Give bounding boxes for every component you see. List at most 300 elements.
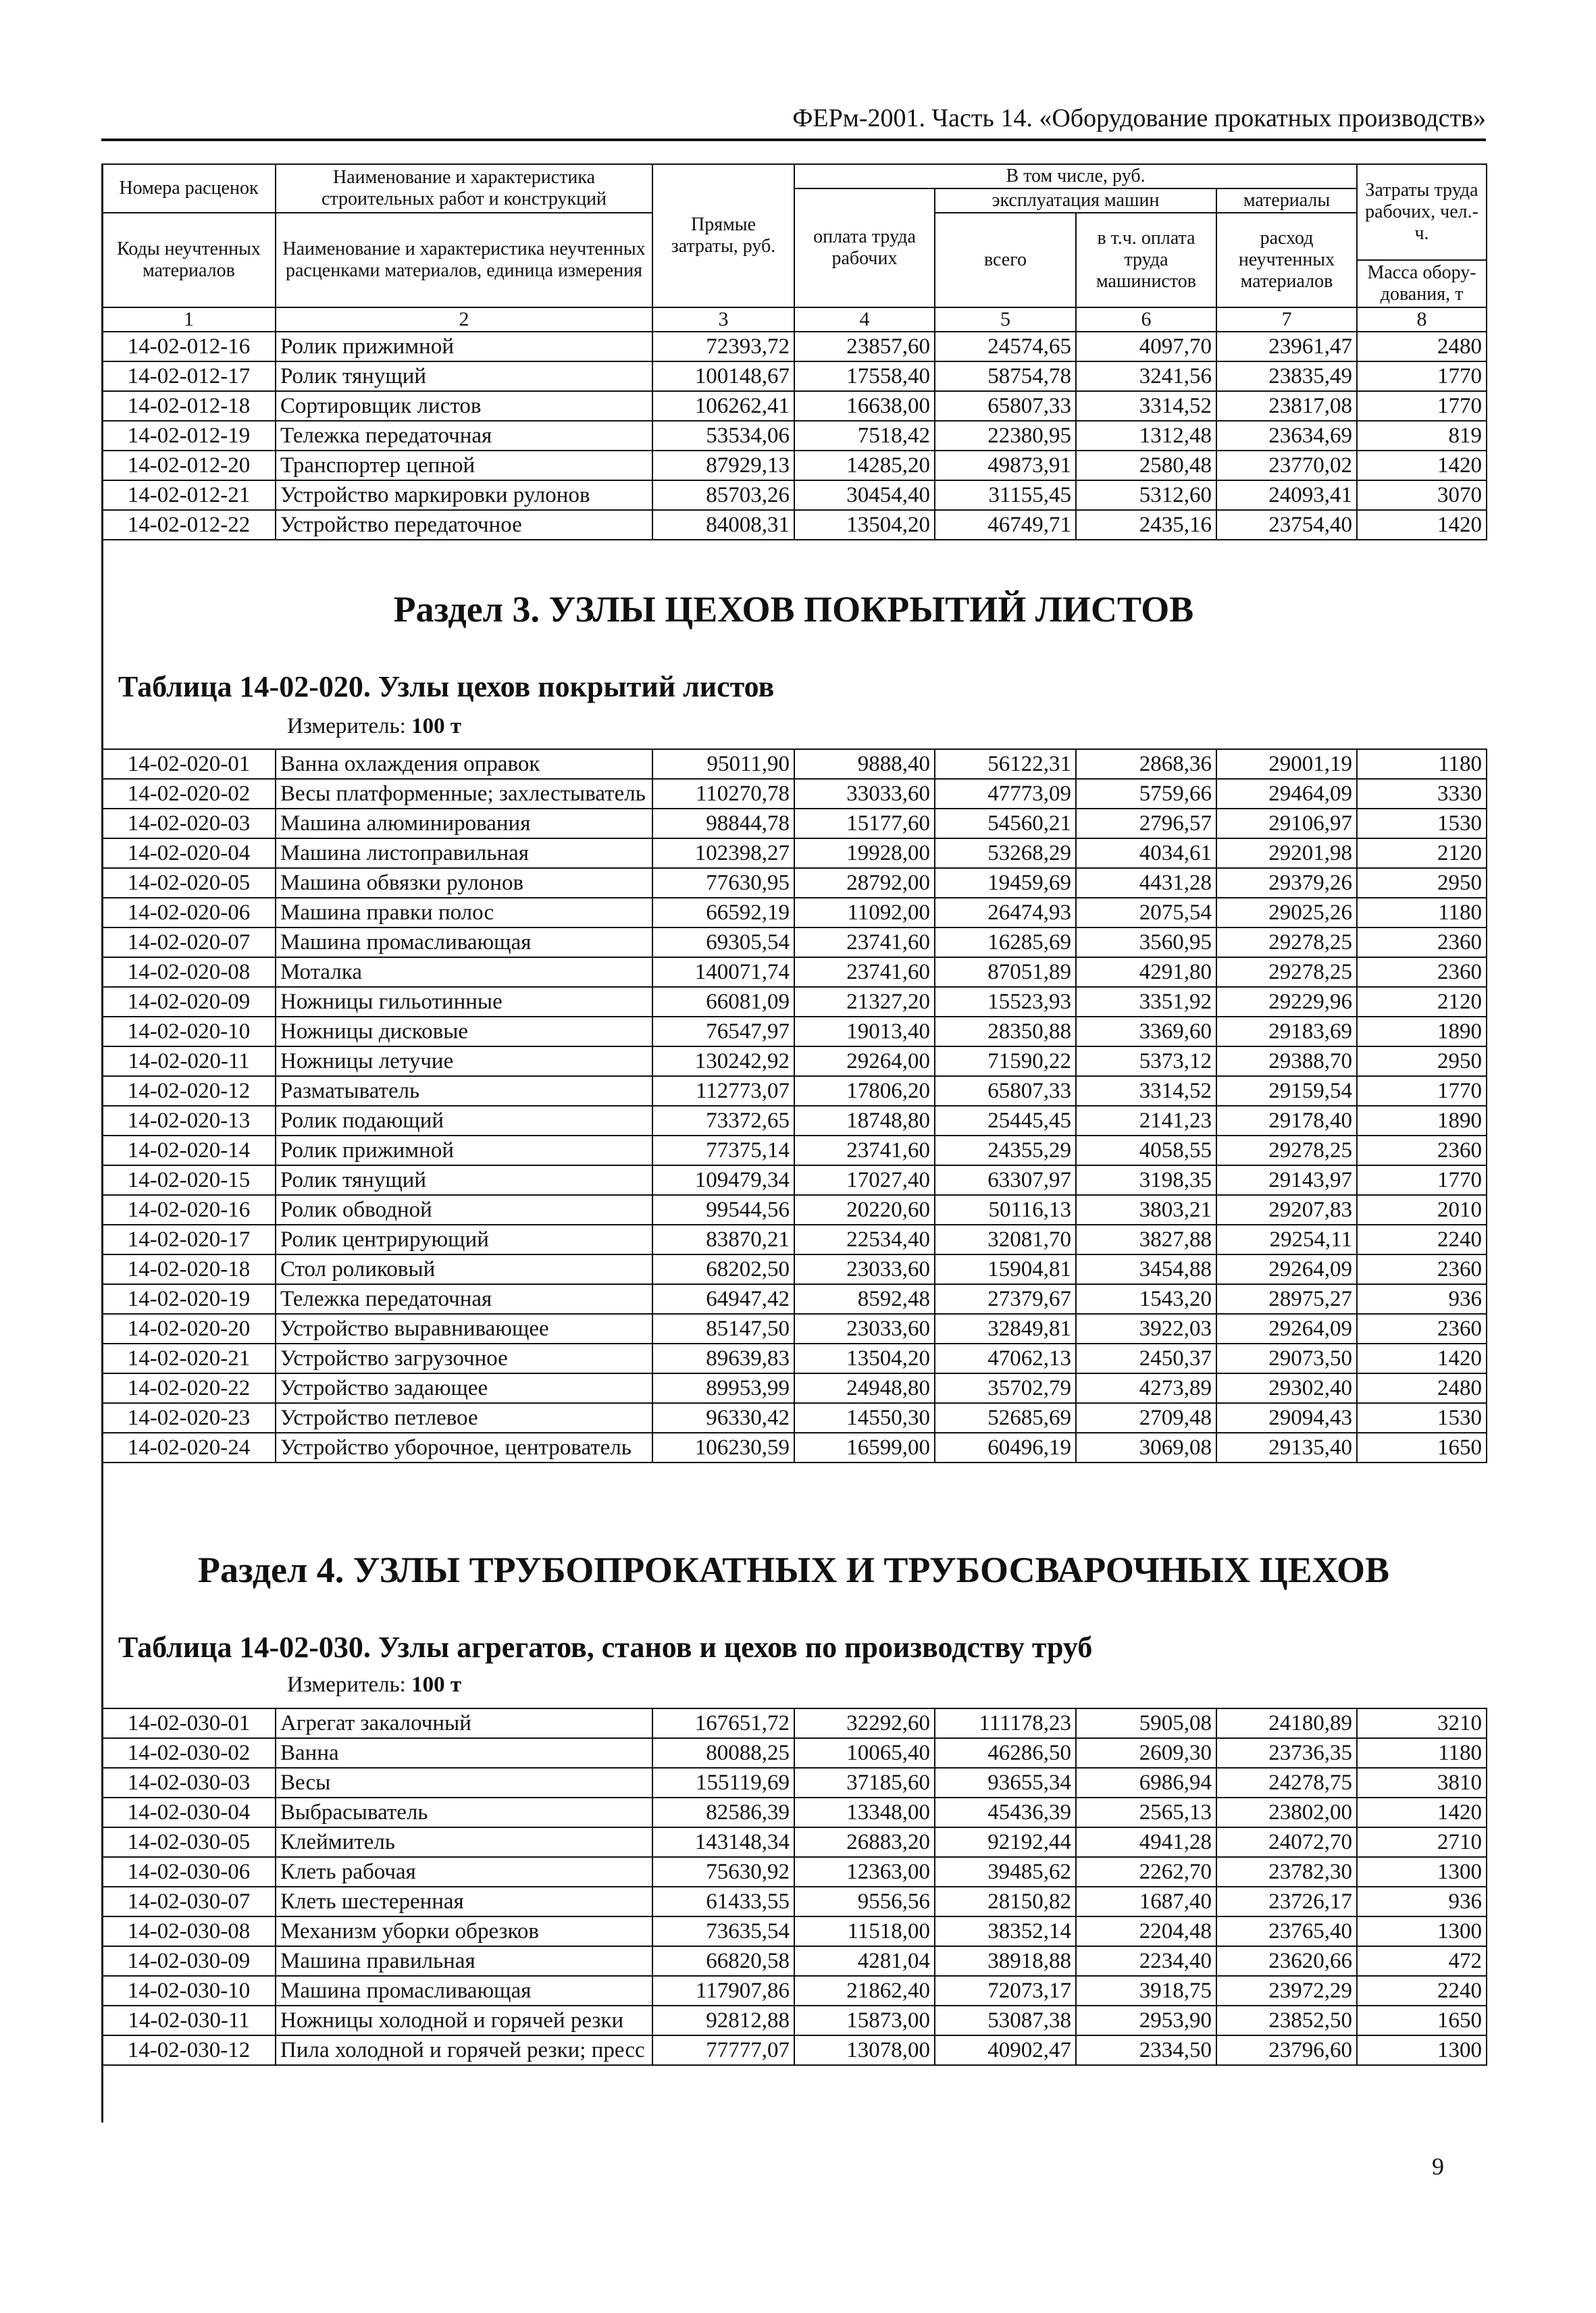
labor-cost: 3330	[1357, 779, 1487, 809]
machines-total: 46749,71	[935, 510, 1076, 540]
machinist-pay: 5312,60	[1076, 480, 1216, 510]
direct-cost: 102398,27	[652, 838, 794, 868]
labor-pay: 23033,60	[794, 1254, 935, 1284]
machinist-pay: 3314,52	[1076, 1076, 1216, 1106]
table-row	[102, 1708, 1487, 1738]
col-number: 2	[276, 307, 652, 332]
work-name: Ролик центрирующий	[276, 1225, 652, 1254]
machinist-pay: 2234,40	[1076, 1946, 1216, 1976]
direct-cost: 117907,86	[652, 1976, 794, 2006]
machines-total: 65807,33	[935, 1076, 1076, 1106]
labor-cost: 819	[1357, 421, 1487, 451]
direct-cost: 77630,95	[652, 868, 794, 898]
col-header-machines-total: всего	[935, 213, 1076, 307]
direct-cost: 68202,50	[652, 1254, 794, 1284]
work-name: Ванна	[276, 1738, 652, 1768]
direct-cost: 84008,31	[652, 510, 794, 540]
work-name: Весы	[276, 1768, 652, 1798]
table-row	[102, 510, 1487, 540]
table-row	[102, 1857, 1487, 1887]
labor-cost: 1770	[1357, 1076, 1487, 1106]
direct-cost: 112773,07	[652, 1076, 794, 1106]
col-header-labor-pay: оплата труда рабочих	[794, 188, 935, 307]
table-row	[102, 1106, 1487, 1136]
materials-cost: 24072,70	[1216, 1827, 1357, 1857]
machines-total: 38918,88	[935, 1946, 1076, 1976]
labor-cost: 2710	[1357, 1827, 1487, 1857]
labor-cost: 1530	[1357, 1403, 1487, 1433]
work-name: Агрегат закалочный	[276, 1708, 652, 1738]
labor-cost: 2240	[1357, 1225, 1487, 1254]
direct-cost: 106230,59	[652, 1433, 794, 1463]
header-rule	[101, 138, 1486, 141]
direct-cost: 155119,69	[652, 1768, 794, 1798]
machines-total: 53268,29	[935, 838, 1076, 868]
col-number: 7	[1216, 307, 1357, 332]
direct-cost: 167651,72	[652, 1708, 794, 1738]
rate-code: 14-02-020-05	[102, 868, 276, 898]
machinist-pay: 5759,66	[1076, 779, 1216, 809]
labor-pay: 16599,00	[794, 1433, 935, 1463]
rate-code: 14-02-030-08	[102, 1916, 276, 1946]
machines-total: 24355,29	[935, 1136, 1076, 1165]
table-row	[102, 957, 1487, 987]
rate-code: 14-02-030-12	[102, 2035, 276, 2065]
rate-code: 14-02-020-07	[102, 927, 276, 957]
machinist-pay: 2609,30	[1076, 1738, 1216, 1768]
machines-total: 19459,69	[935, 868, 1076, 898]
work-name: Устройство загрузочное	[276, 1344, 652, 1373]
col-header-direct: Прямые затраты, руб.	[652, 164, 794, 307]
direct-cost: 66820,58	[652, 1946, 794, 1976]
direct-cost: 98844,78	[652, 809, 794, 838]
rate-code: 14-02-020-11	[102, 1046, 276, 1076]
rate-code: 14-02-020-17	[102, 1225, 276, 1254]
table-14-02-030-title: Таблица 14-02-030. Узлы агрегатов, станов и цехов по производству труб	[118, 1631, 1093, 1664]
direct-cost: 75630,92	[652, 1857, 794, 1887]
col-number: 3	[652, 307, 794, 332]
machines-total: 28350,88	[935, 1017, 1076, 1046]
direct-cost: 82586,39	[652, 1798, 794, 1827]
direct-cost: 66592,19	[652, 898, 794, 927]
table-row	[102, 1798, 1487, 1827]
labor-pay: 21327,20	[794, 987, 935, 1017]
col-number: 6	[1076, 307, 1216, 332]
work-name: Тележка передаточная	[276, 421, 652, 451]
machinist-pay: 3918,75	[1076, 1976, 1216, 2006]
direct-cost: 85147,50	[652, 1314, 794, 1344]
rate-code: 14-02-020-18	[102, 1254, 276, 1284]
direct-cost: 140071,74	[652, 957, 794, 987]
machinist-pay: 4034,61	[1076, 838, 1216, 868]
work-name: Ролик подающий	[276, 1106, 652, 1136]
labor-pay: 11518,00	[794, 1916, 935, 1946]
machines-total: 65807,33	[935, 391, 1076, 421]
machinist-pay: 5373,12	[1076, 1046, 1216, 1076]
col-header-name-bottom: Наименование и характеристика неучтенных расценками материалов, единица измерения	[276, 213, 652, 307]
labor-pay: 16638,00	[794, 391, 935, 421]
materials-cost: 23852,50	[1216, 2006, 1357, 2035]
rate-code: 14-02-020-14	[102, 1136, 276, 1165]
rate-code: 14-02-020-22	[102, 1373, 276, 1403]
machinist-pay: 2262,70	[1076, 1857, 1216, 1887]
labor-cost: 1650	[1357, 2006, 1487, 2035]
table-row	[102, 391, 1487, 421]
materials-cost: 23817,08	[1216, 391, 1357, 421]
table-row	[102, 1314, 1487, 1344]
labor-pay: 19928,00	[794, 838, 935, 868]
section-4-title: Раздел 4. УЗЛЫ ТРУБОПРОКАТНЫХ И ТРУБОСВАРОЧНЫХ ЦЕХОВ	[197, 1550, 1390, 1590]
direct-cost: 110270,78	[652, 779, 794, 809]
work-name: Ролик обводной	[276, 1195, 652, 1225]
materials-cost: 29159,54	[1216, 1076, 1357, 1106]
rate-code: 14-02-020-03	[102, 809, 276, 838]
labor-cost: 1530	[1357, 809, 1487, 838]
labor-pay: 23741,60	[794, 927, 935, 957]
labor-cost: 2120	[1357, 838, 1487, 868]
labor-cost: 2480	[1357, 332, 1487, 361]
work-name: Машина алюминирования	[276, 809, 652, 838]
direct-cost: 73372,65	[652, 1106, 794, 1136]
machinist-pay: 1312,48	[1076, 421, 1216, 451]
meter-section-3	[287, 713, 461, 740]
machinist-pay: 4097,70	[1076, 332, 1216, 361]
machinist-pay: 2709,48	[1076, 1403, 1216, 1433]
materials-cost: 29388,70	[1216, 1046, 1357, 1076]
labor-cost: 1180	[1357, 749, 1487, 779]
rate-code: 14-02-030-09	[102, 1946, 276, 1976]
section-3-title: Раздел 3. УЗЛЫ ЦЕХОВ ПОКРЫТИЙ ЛИСТОВ	[393, 589, 1194, 630]
machines-total: 31155,45	[935, 480, 1076, 510]
direct-cost: 99544,56	[652, 1195, 794, 1225]
table-row	[102, 749, 1487, 779]
work-name: Ножницы холодной и горячей резки	[276, 2006, 652, 2035]
labor-cost: 1890	[1357, 1017, 1487, 1046]
machines-total: 16285,69	[935, 927, 1076, 957]
rate-code: 14-02-030-10	[102, 1976, 276, 2006]
materials-cost: 23736,35	[1216, 1738, 1357, 1768]
materials-cost: 24093,41	[1216, 480, 1357, 510]
machinist-pay: 4941,28	[1076, 1827, 1216, 1857]
machinist-pay: 4273,89	[1076, 1373, 1216, 1403]
materials-cost: 29106,97	[1216, 809, 1357, 838]
materials-cost: 29278,25	[1216, 957, 1357, 987]
machinist-pay: 3560,95	[1076, 927, 1216, 957]
direct-cost: 92812,88	[652, 2006, 794, 2035]
direct-cost: 66081,09	[652, 987, 794, 1017]
work-name: Выбрасыватель	[276, 1798, 652, 1827]
table-row	[102, 1403, 1487, 1433]
labor-pay: 11092,00	[794, 898, 935, 927]
table-row	[102, 987, 1487, 1017]
direct-cost: 96330,42	[652, 1403, 794, 1433]
labor-cost: 936	[1357, 1887, 1487, 1916]
labor-cost: 1300	[1357, 1857, 1487, 1887]
rate-code: 14-02-012-21	[102, 480, 276, 510]
machinist-pay: 3241,56	[1076, 361, 1216, 391]
labor-cost: 3210	[1357, 1708, 1487, 1738]
table-row	[102, 779, 1487, 809]
machinist-pay: 3803,21	[1076, 1195, 1216, 1225]
table-14-02-020-title: Таблица 14-02-020. Узлы цехов покрытий листов	[118, 670, 775, 703]
labor-cost: 1420	[1357, 451, 1487, 480]
labor-pay: 8592,48	[794, 1284, 935, 1314]
labor-cost: 1890	[1357, 1106, 1487, 1136]
labor-cost: 936	[1357, 1284, 1487, 1314]
labor-pay: 10065,40	[794, 1738, 935, 1768]
rate-code: 14-02-012-16	[102, 332, 276, 361]
rate-code: 14-02-020-23	[102, 1403, 276, 1433]
meter-section-4	[287, 1671, 461, 1698]
labor-cost: 1180	[1357, 1738, 1487, 1768]
work-name: Устройство передаточное	[276, 510, 652, 540]
rate-code: 14-02-020-16	[102, 1195, 276, 1225]
work-name: Ножницы летучие	[276, 1046, 652, 1076]
labor-cost: 3070	[1357, 480, 1487, 510]
rate-code: 14-02-020-20	[102, 1314, 276, 1344]
machinist-pay: 2580,48	[1076, 451, 1216, 480]
machines-total: 47773,09	[935, 779, 1076, 809]
machinist-pay: 2796,57	[1076, 809, 1216, 838]
direct-cost: 89639,83	[652, 1344, 794, 1373]
machinist-pay: 2953,90	[1076, 2006, 1216, 2035]
table-row	[102, 2006, 1487, 2035]
col-number: 5	[935, 307, 1076, 332]
work-name: Весы платформенные; захлестыватель	[276, 779, 652, 809]
labor-pay: 21862,40	[794, 1976, 935, 2006]
materials-cost: 23961,47	[1216, 332, 1357, 361]
direct-cost: 100148,67	[652, 361, 794, 391]
direct-cost: 89953,99	[652, 1373, 794, 1403]
labor-pay: 20220,60	[794, 1195, 935, 1225]
rate-code: 14-02-030-11	[102, 2006, 276, 2035]
direct-cost: 77777,07	[652, 2035, 794, 2065]
work-name: Механизм уборки обрезков	[276, 1916, 652, 1946]
table-row	[102, 868, 1487, 898]
labor-pay: 32292,60	[794, 1708, 935, 1738]
work-name: Пила холодной и горячей резки; пресс	[276, 2035, 652, 2065]
machinist-pay: 2075,54	[1076, 898, 1216, 927]
materials-cost: 23765,40	[1216, 1916, 1357, 1946]
rate-code: 14-02-030-04	[102, 1798, 276, 1827]
machines-total: 22380,95	[935, 421, 1076, 451]
table-row	[102, 1916, 1487, 1946]
direct-cost: 143148,34	[652, 1827, 794, 1857]
machinist-pay: 4431,28	[1076, 868, 1216, 898]
work-name: Моталка	[276, 957, 652, 987]
machines-total: 15523,93	[935, 987, 1076, 1017]
machines-total: 87051,89	[935, 957, 1076, 987]
materials-cost: 29001,19	[1216, 749, 1357, 779]
work-name: Устройство маркировки рулонов	[276, 480, 652, 510]
work-name: Машина правки полос	[276, 898, 652, 927]
work-name: Устройство петлевое	[276, 1403, 652, 1433]
materials-cost: 29464,09	[1216, 779, 1357, 809]
labor-cost: 2360	[1357, 1136, 1487, 1165]
work-name: Клеть рабочая	[276, 1857, 652, 1887]
rate-code: 14-02-012-17	[102, 361, 276, 391]
labor-cost: 3810	[1357, 1768, 1487, 1798]
labor-pay: 13078,00	[794, 2035, 935, 2065]
table-row	[102, 1017, 1487, 1046]
rate-code: 14-02-020-21	[102, 1344, 276, 1373]
rate-code: 14-02-012-20	[102, 451, 276, 480]
work-name: Клеймитель	[276, 1827, 652, 1857]
work-name: Тележка передаточная	[276, 1284, 652, 1314]
machines-total: 71590,22	[935, 1046, 1076, 1076]
machines-total: 53087,38	[935, 2006, 1076, 2035]
machinist-pay: 6986,94	[1076, 1768, 1216, 1798]
labor-cost: 2240	[1357, 1976, 1487, 2006]
labor-pay: 23741,60	[794, 957, 935, 987]
labor-cost: 2950	[1357, 868, 1487, 898]
materials-cost: 29073,50	[1216, 1344, 1357, 1373]
table-row	[102, 1225, 1487, 1254]
running-header: ФЕРм-2001. Часть 14. «Оборудование прокатных производств»	[792, 104, 1486, 132]
rate-code: 14-02-030-02	[102, 1738, 276, 1768]
machinist-pay: 2868,36	[1076, 749, 1216, 779]
work-name: Ролик тянущий	[276, 1165, 652, 1195]
machines-total: 25445,45	[935, 1106, 1076, 1136]
table-row	[102, 809, 1487, 838]
labor-pay: 15177,60	[794, 809, 935, 838]
labor-pay: 30454,40	[794, 480, 935, 510]
materials-cost: 29025,26	[1216, 898, 1357, 927]
direct-cost: 53534,06	[652, 421, 794, 451]
work-name: Разматыватель	[276, 1076, 652, 1106]
work-name: Машина обвязки рулонов	[276, 868, 652, 898]
machines-total: 50116,13	[935, 1195, 1076, 1225]
labor-pay: 13504,20	[794, 1344, 935, 1373]
labor-cost: 2010	[1357, 1195, 1487, 1225]
machines-total: 49873,91	[935, 451, 1076, 480]
materials-cost: 29143,97	[1216, 1165, 1357, 1195]
materials-cost: 23782,30	[1216, 1857, 1357, 1887]
table-14-02-012	[101, 163, 1487, 540]
work-name: Устройство уборочное, центрователь	[276, 1433, 652, 1463]
direct-cost: 80088,25	[652, 1738, 794, 1768]
labor-pay: 19013,40	[794, 1017, 935, 1046]
labor-pay: 9888,40	[794, 749, 935, 779]
rate-code: 14-02-020-13	[102, 1106, 276, 1136]
col-header-materials: материалы	[1216, 188, 1357, 213]
table-row	[102, 2035, 1487, 2065]
col-header-incl: В том числе, руб.	[794, 164, 1357, 188]
work-name: Устройство выравнивающее	[276, 1314, 652, 1344]
direct-cost: 85703,26	[652, 480, 794, 510]
machinist-pay: 3922,03	[1076, 1314, 1216, 1344]
direct-cost: 76547,97	[652, 1017, 794, 1046]
rate-code: 14-02-020-01	[102, 749, 276, 779]
labor-cost: 2360	[1357, 1254, 1487, 1284]
direct-cost: 83870,21	[652, 1225, 794, 1254]
machines-total: 32849,81	[935, 1314, 1076, 1344]
table-14-02-030	[101, 1708, 1487, 2066]
table-row	[102, 1344, 1487, 1373]
work-name: Ванна охлаждения оправок	[276, 749, 652, 779]
materials-cost: 23620,66	[1216, 1946, 1357, 1976]
labor-cost: 1770	[1357, 391, 1487, 421]
materials-cost: 29264,09	[1216, 1314, 1357, 1344]
materials-cost: 28975,27	[1216, 1284, 1357, 1314]
machinist-pay: 5905,08	[1076, 1708, 1216, 1738]
labor-pay: 18748,80	[794, 1106, 935, 1136]
direct-cost: 130242,92	[652, 1046, 794, 1076]
labor-pay: 23857,60	[794, 332, 935, 361]
machines-total: 46286,50	[935, 1738, 1076, 1768]
labor-pay: 29264,00	[794, 1046, 935, 1076]
labor-pay: 17558,40	[794, 361, 935, 391]
col-number: 8	[1357, 307, 1487, 332]
materials-cost: 23634,69	[1216, 421, 1357, 451]
machines-total: 111178,23	[935, 1708, 1076, 1738]
direct-cost: 77375,14	[652, 1136, 794, 1165]
meter-label: Измеритель:	[287, 714, 406, 738]
work-name: Ножницы дисковые	[276, 1017, 652, 1046]
table-row	[102, 1254, 1487, 1284]
col-number: 1	[102, 307, 276, 332]
machinist-pay: 2450,37	[1076, 1344, 1216, 1373]
labor-cost: 472	[1357, 1946, 1487, 1976]
labor-cost: 1770	[1357, 361, 1487, 391]
materials-cost: 29207,83	[1216, 1195, 1357, 1225]
labor-cost: 1420	[1357, 1344, 1487, 1373]
rate-code: 14-02-030-07	[102, 1887, 276, 1916]
machines-total: 15904,81	[935, 1254, 1076, 1284]
labor-pay: 33033,60	[794, 779, 935, 809]
machines-total: 63307,97	[935, 1165, 1076, 1195]
work-name: Устройство задающее	[276, 1373, 652, 1403]
labor-cost: 2950	[1357, 1046, 1487, 1076]
table-row	[102, 1827, 1487, 1857]
table-row	[102, 1768, 1487, 1798]
rate-code: 14-02-020-09	[102, 987, 276, 1017]
col-number: 4	[794, 307, 935, 332]
work-name: Транспортер цепной	[276, 451, 652, 480]
table-row	[102, 1738, 1487, 1768]
machines-total: 54560,21	[935, 809, 1076, 838]
materials-cost: 29254,11	[1216, 1225, 1357, 1254]
labor-cost: 2360	[1357, 957, 1487, 987]
work-name: Машина листоправильная	[276, 838, 652, 868]
labor-pay: 12363,00	[794, 1857, 935, 1887]
labor-cost: 1180	[1357, 898, 1487, 927]
direct-cost: 72393,72	[652, 332, 794, 361]
machines-total: 92192,44	[935, 1827, 1076, 1857]
table-row	[102, 1136, 1487, 1165]
machines-total: 32081,70	[935, 1225, 1076, 1254]
direct-cost: 106262,41	[652, 391, 794, 421]
materials-cost: 23972,29	[1216, 1976, 1357, 2006]
table-row	[102, 361, 1487, 391]
col-header-machines: эксплуатация машин	[935, 188, 1216, 213]
labor-pay: 23741,60	[794, 1136, 935, 1165]
labor-pay: 4281,04	[794, 1946, 935, 1976]
work-name: Машина промасливающая	[276, 927, 652, 957]
labor-cost: 1770	[1357, 1165, 1487, 1195]
table-row	[102, 480, 1487, 510]
machines-total: 39485,62	[935, 1857, 1076, 1887]
machinist-pay: 3351,92	[1076, 987, 1216, 1017]
rate-code: 14-02-020-10	[102, 1017, 276, 1046]
materials-cost: 29229,96	[1216, 987, 1357, 1017]
direct-cost: 87929,13	[652, 451, 794, 480]
rate-code: 14-02-030-01	[102, 1708, 276, 1738]
machines-total: 26474,93	[935, 898, 1076, 927]
labor-pay: 37185,60	[794, 1768, 935, 1798]
col-header-materials-unacc: расход неучтенных материалов	[1216, 213, 1357, 307]
table-row	[102, 451, 1487, 480]
